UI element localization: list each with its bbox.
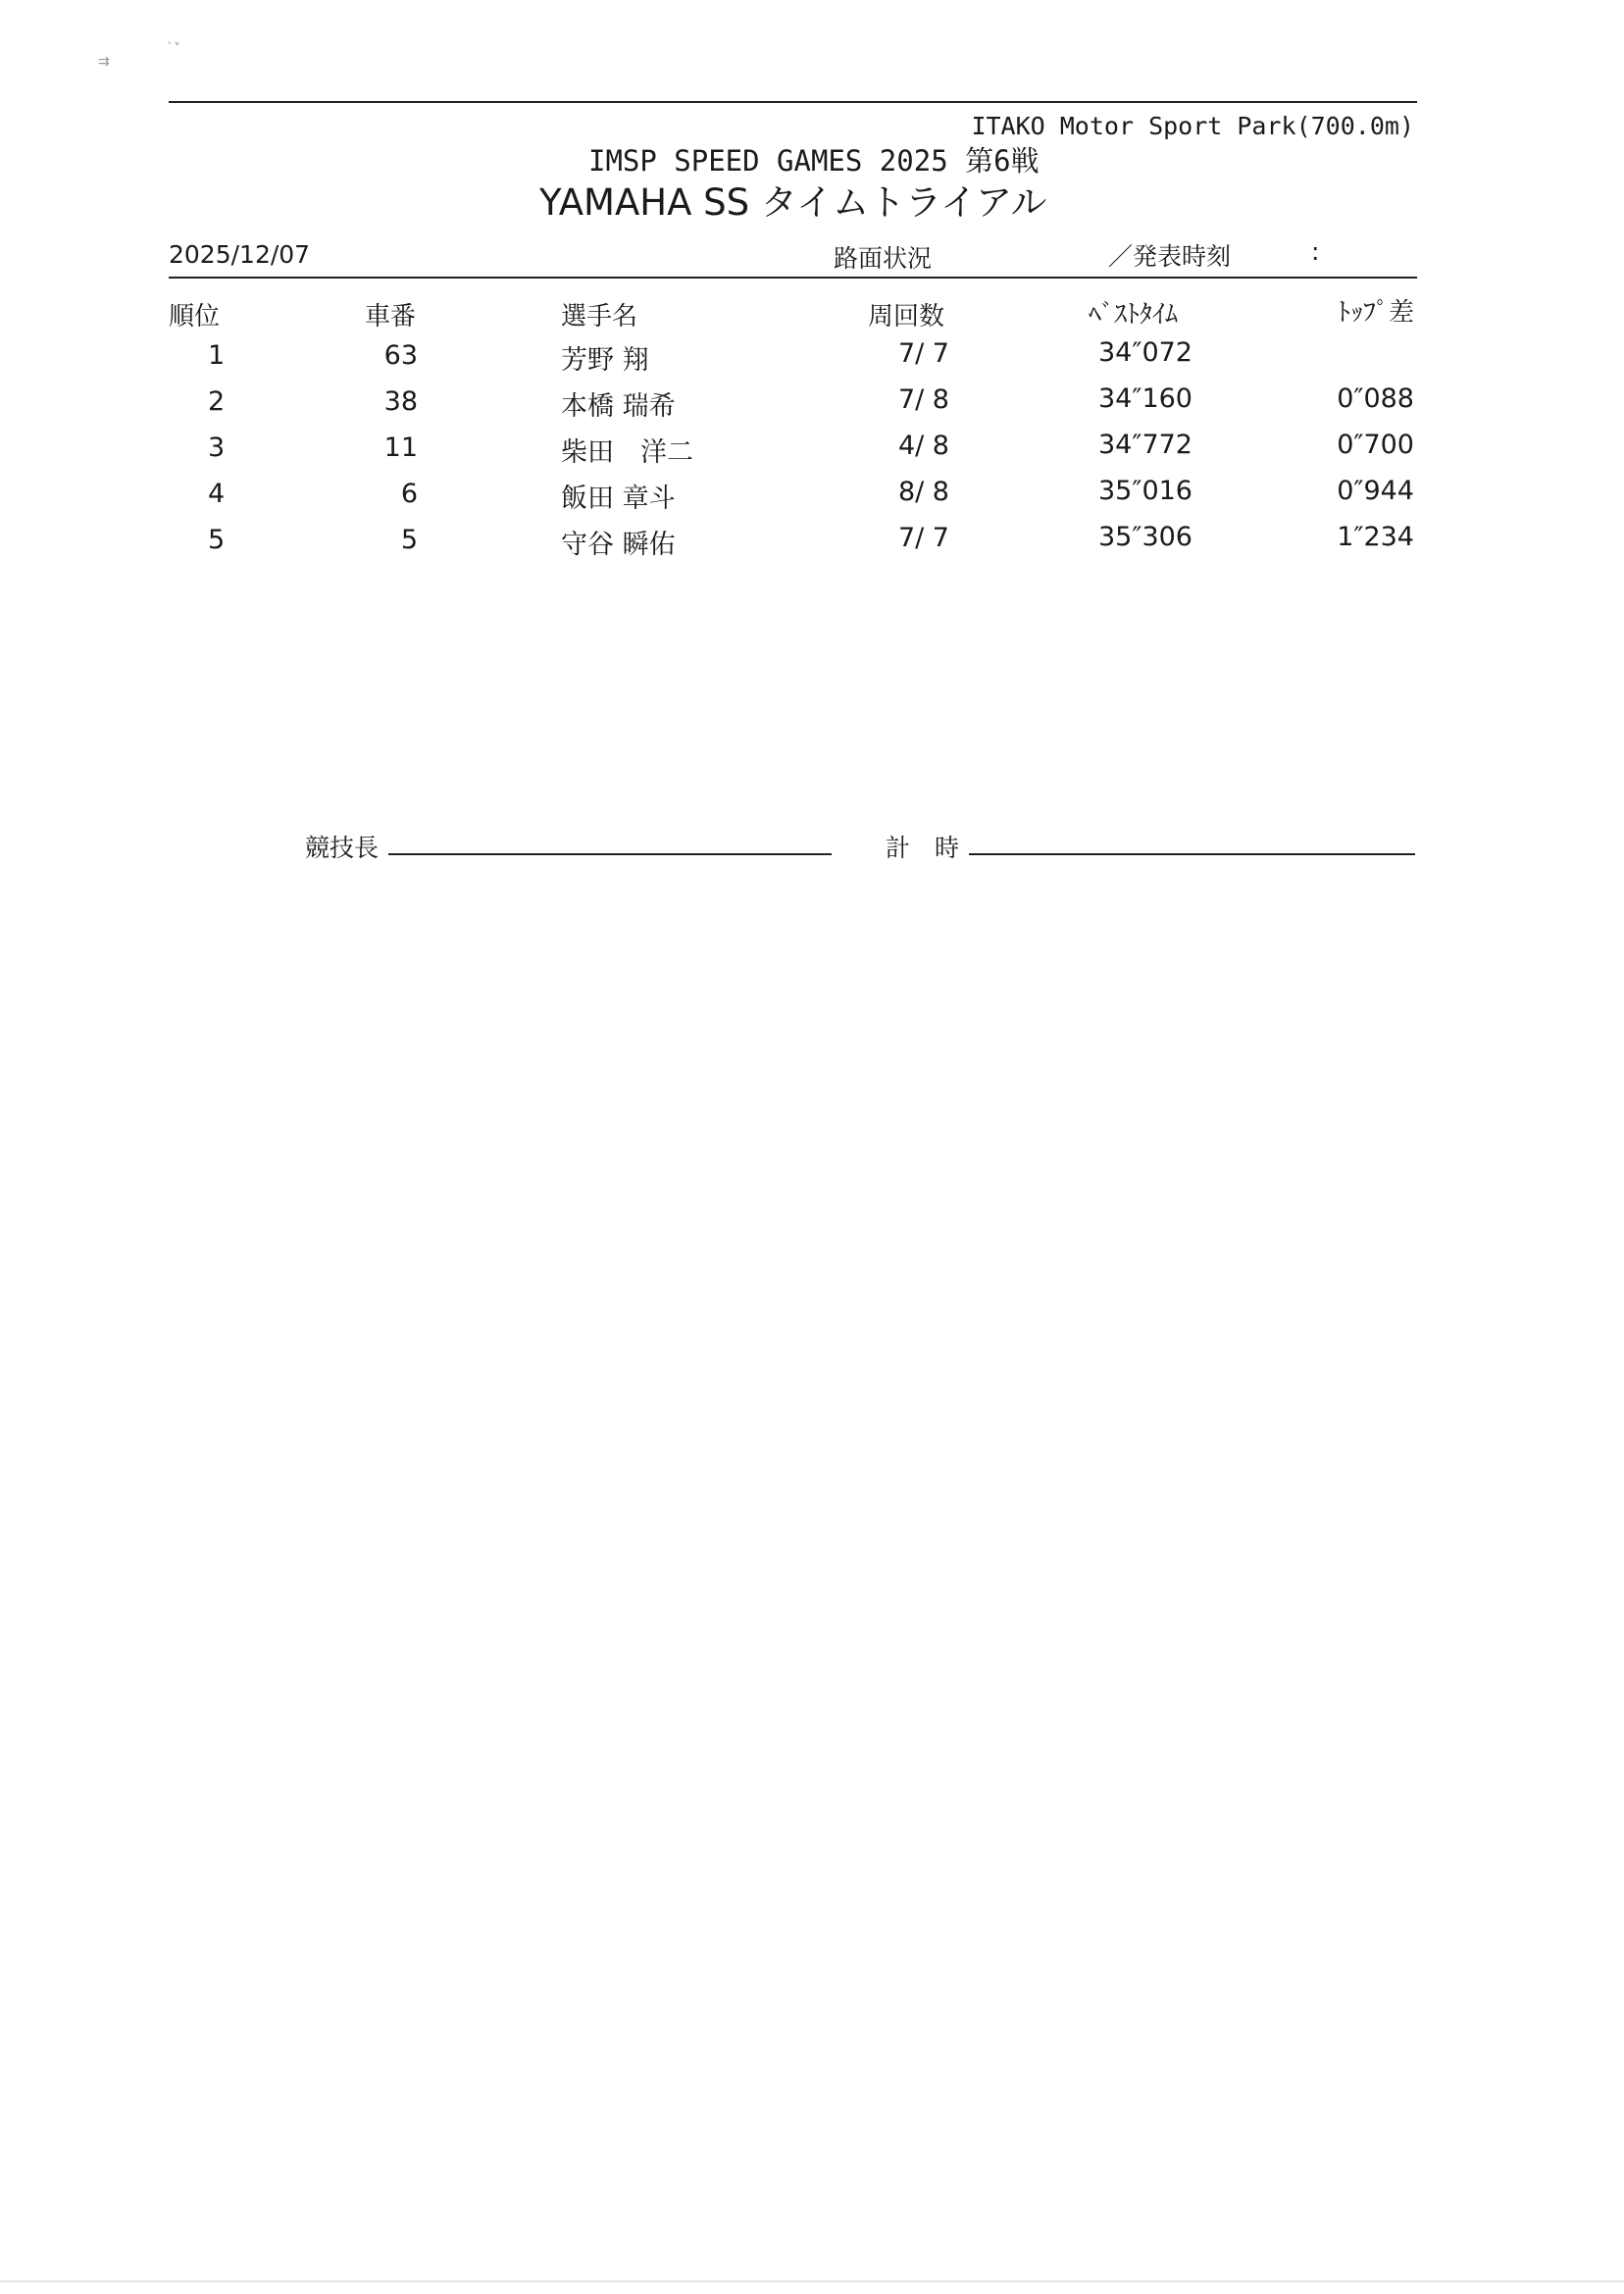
col-header-position: 順位 [169,302,221,331]
cell-gap: 0″944 [1337,476,1414,506]
cell-gap: 0″088 [1337,383,1414,414]
cell-laps: 7/ 8 [897,384,949,415]
timing-signature-line [969,853,1415,855]
cell-gap: 0″700 [1337,430,1414,460]
cell-car-number: 6 [400,479,418,509]
cell-laps: 7/ 7 [897,338,949,369]
cell-car-number: 63 [383,340,418,371]
cell-car-number: 11 [383,433,418,463]
cell-best-time: 35″306 [1098,522,1193,552]
cell-best-time: 34″772 [1098,430,1193,460]
cell-rider-name: 守谷 瞬佑 [561,530,676,560]
header-rule [169,277,1417,279]
cell-rider-name: 本橋 瑞希 [561,391,676,422]
col-header-laps: 周回数 [868,302,945,331]
event-name: IMSP SPEED GAMES 2025 第6戦 [588,144,1040,178]
page-title: YAMAHA SS タイムトライアル [539,181,1047,224]
announce-time-label: ／発表時刻 [1108,242,1232,271]
scan-mark: ⇉ [98,54,110,70]
chief-label: 競技長 [305,834,380,862]
road-condition-label: 路面状況 [834,244,933,273]
cell-laps: 4/ 8 [897,431,949,461]
cell-position: 2 [208,386,226,417]
scan-mark: ˋ˅ [167,41,180,57]
col-header-best-time: ﾍﾞｽﾄﾀｲﾑ [1089,300,1179,330]
cell-laps: 8/ 8 [897,477,949,507]
col-header-rider-name: 選手名 [561,302,638,331]
cell-rider-name: 飯田 章斗 [561,484,676,514]
cell-position: 1 [208,340,226,371]
cell-position: 3 [208,433,226,463]
announce-time-value: : [1311,237,1320,266]
chief-signature-line [388,853,832,855]
cell-best-time: 34″160 [1098,383,1193,414]
scan-bottom-edge [0,2280,1624,2282]
cell-car-number: 38 [383,386,418,417]
col-header-gap: ﾄｯﾌﾟ差 [1337,298,1414,328]
cell-car-number: 5 [400,525,418,555]
cell-best-time: 34″072 [1098,337,1193,368]
timing-label: 計 時 [886,834,960,862]
race-date: 2025/12/07 [169,240,311,269]
cell-position: 5 [208,525,226,555]
cell-position: 4 [208,479,226,509]
top-rule [169,101,1417,103]
venue-name: ITAKO Motor Sport Park(700.0m) [971,112,1414,140]
cell-laps: 7/ 7 [897,523,949,553]
cell-rider-name: 柴田 洋二 [561,437,693,468]
cell-best-time: 35″016 [1098,476,1193,506]
col-header-car-number: 車番 [365,302,417,331]
cell-gap: 1″234 [1337,522,1414,552]
cell-rider-name: 芳野 翔 [561,345,649,376]
